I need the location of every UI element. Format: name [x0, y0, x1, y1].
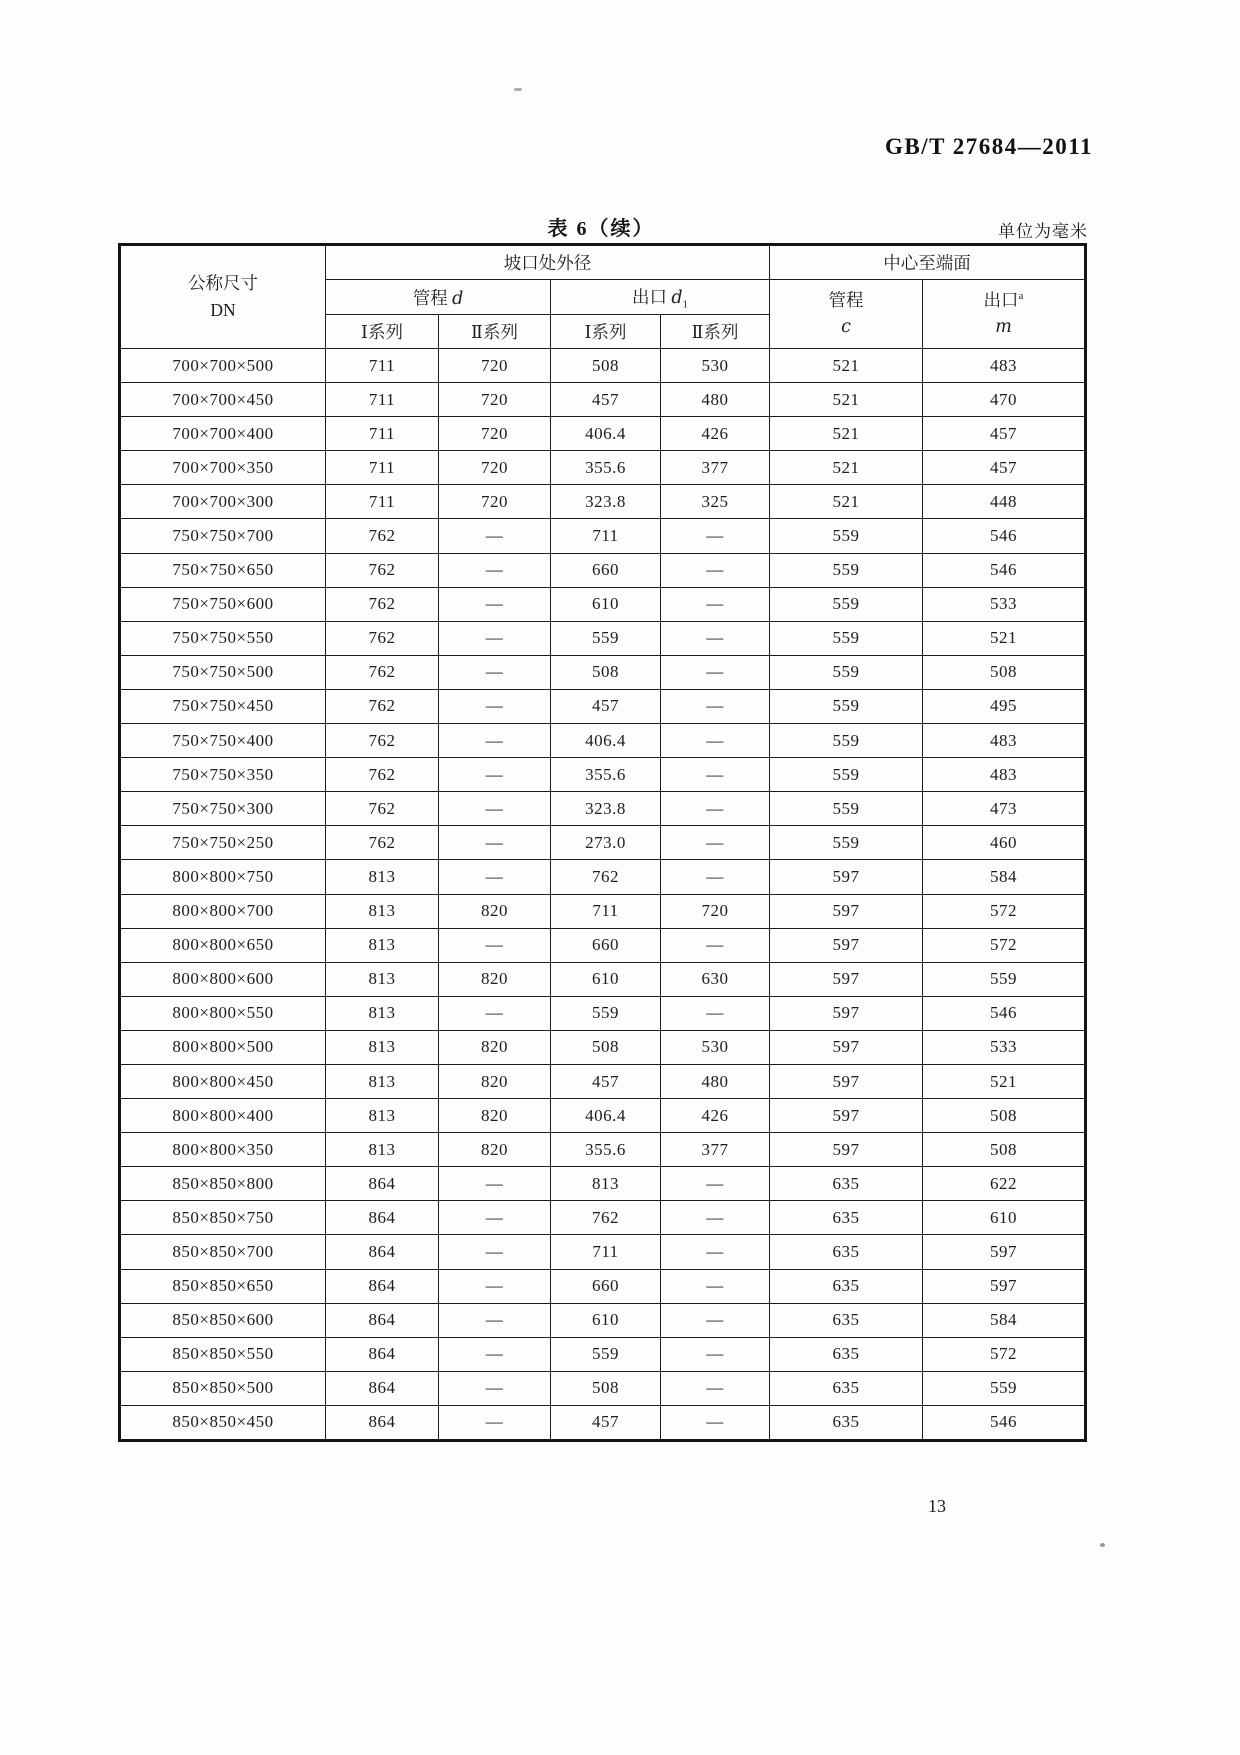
table-row: [120, 792, 1086, 826]
scan-artifact-dot: [514, 88, 522, 91]
tube-d-series1-cell: 711: [326, 349, 439, 383]
tube-d-series2-cell: —: [439, 792, 551, 826]
tube-d-series2-cell: —: [439, 928, 551, 962]
outlet-d1-series2-cell: —: [661, 1371, 770, 1405]
dn-cell: 700×700×350: [120, 451, 326, 485]
outlet-d1-series2-cell: —: [661, 621, 770, 655]
center-tube-c-cell: 597: [770, 894, 923, 928]
tube-d-series2-cell: —: [439, 621, 551, 655]
outlet-d1-series1-cell: 273.0: [551, 826, 661, 860]
outlet-d1-variable: d: [671, 287, 683, 308]
dn-cell: 850×850×650: [120, 1269, 326, 1303]
center-outlet-m-cell: 610: [923, 1201, 1086, 1235]
group-header-bevel-od: 坡口处外径: [326, 245, 770, 280]
tube-d-series1-cell: 813: [326, 894, 439, 928]
tube-d-series1-cell: 864: [326, 1371, 439, 1405]
tube-d-series1-cell: 864: [326, 1167, 439, 1201]
table-row: [120, 928, 1086, 962]
center-outlet-m-cell: 460: [923, 826, 1086, 860]
center-tube-variable: c: [841, 317, 851, 337]
dn-cell: 750×750×300: [120, 792, 326, 826]
outlet-d1-series1-cell: 660: [551, 1269, 661, 1303]
tube-d-series1-cell: 711: [326, 417, 439, 451]
outlet-d1-series1-cell: 813: [551, 1167, 661, 1201]
tube-d-series1-cell: 864: [326, 1235, 439, 1269]
outlet-d1-subscript: 1: [682, 298, 689, 311]
dn-cell: 850×850×750: [120, 1201, 326, 1235]
outlet-d1-series2-cell: —: [661, 689, 770, 723]
dn-cell: 750×750×400: [120, 724, 326, 758]
outlet-d1-series2-cell: 426: [661, 1099, 770, 1133]
tube-d-series2-cell: —: [439, 689, 551, 723]
center-outlet-m-cell: 533: [923, 1030, 1086, 1064]
center-tube-c-cell: 597: [770, 928, 923, 962]
table-row: [120, 1133, 1086, 1167]
center-tube-c-cell: 635: [770, 1201, 923, 1235]
table-row: [120, 894, 1086, 928]
outlet-d1-series2-cell: —: [661, 1201, 770, 1235]
outlet-d1-series2-cell: —: [661, 1303, 770, 1337]
outlet-d1-series2-cell: —: [661, 1167, 770, 1201]
tube-d-label: 管程: [412, 287, 448, 308]
center-tube-c-cell: 597: [770, 1030, 923, 1064]
center-tube-c-cell: 597: [770, 962, 923, 996]
outlet-d1-series2-cell: —: [661, 1337, 770, 1371]
table-row: [120, 553, 1086, 587]
tube-d-series2-cell: —: [439, 758, 551, 792]
outlet-d1-label: 出口: [631, 286, 667, 307]
center-tube-c-cell: 559: [770, 621, 923, 655]
center-outlet-m-cell: 546: [923, 1405, 1086, 1440]
center-outlet-footnote-mark: a: [1018, 290, 1024, 303]
outlet-d1-series1-cell: 355.6: [551, 758, 661, 792]
page-number: 13: [928, 1496, 946, 1516]
center-outlet-m-cell: 572: [923, 928, 1086, 962]
outlet-d1-series2-cell: 630: [661, 962, 770, 996]
tube-d-series1-cell: 762: [326, 519, 439, 553]
tube-d-series2-cell: —: [439, 519, 551, 553]
outlet-d1-series1-cell: 508: [551, 655, 661, 689]
center-tube-c-cell: 559: [770, 826, 923, 860]
outlet-d1-series2-cell: —: [661, 587, 770, 621]
tube-d-series1-cell: 864: [326, 1269, 439, 1303]
outlet-d1-series2-cell: 377: [661, 451, 770, 485]
center-outlet-m-cell: 457: [923, 451, 1086, 485]
col-header-center-outlet: [923, 280, 1086, 349]
tube-d-series2-cell: —: [439, 655, 551, 689]
tube-d-series1-cell: 762: [326, 587, 439, 621]
tube-d-series1-cell: 813: [326, 1030, 439, 1064]
center-tube-c-cell: 521: [770, 485, 923, 519]
center-tube-c-cell: 635: [770, 1235, 923, 1269]
tube-d-series1-cell: 762: [326, 689, 439, 723]
center-tube-c-cell: 635: [770, 1337, 923, 1371]
dn-cell: 750×750×650: [120, 553, 326, 587]
center-tube-c-cell: 521: [770, 417, 923, 451]
center-outlet-m-cell: 521: [923, 1064, 1086, 1098]
center-outlet-m-cell: 546: [923, 553, 1086, 587]
outlet-d1-series2-cell: —: [661, 724, 770, 758]
dn-sublabel: DN: [210, 300, 236, 320]
dn-cell: 750×750×350: [120, 758, 326, 792]
tube-d-series2-cell: —: [439, 587, 551, 621]
outlet-d1-series1-cell: 355.6: [551, 1133, 661, 1167]
outlet-d1-series1-cell: 660: [551, 553, 661, 587]
tube-d-series2-cell: —: [439, 1337, 551, 1371]
outlet-d1-series2-cell: —: [661, 928, 770, 962]
outlet-d1-series1-cell: 457: [551, 1405, 661, 1440]
dn-label: 公称尺寸: [188, 272, 258, 293]
dn-cell: 800×800×650: [120, 928, 326, 962]
outlet-d1-series1-cell: 660: [551, 928, 661, 962]
table-caption: 表 6（续）: [547, 218, 655, 240]
dn-cell: 700×700×500: [120, 349, 326, 383]
outlet-d1-series1-cell: 610: [551, 587, 661, 621]
center-outlet-m-cell: 533: [923, 587, 1086, 621]
outlet-d1-series1-cell: 610: [551, 962, 661, 996]
dn-cell: 850×850×500: [120, 1371, 326, 1405]
table-row: [120, 1371, 1086, 1405]
dn-cell: 700×700×400: [120, 417, 326, 451]
tube-d-series2-cell: —: [439, 1201, 551, 1235]
center-outlet-m-cell: 448: [923, 485, 1086, 519]
center-tube-c-cell: 635: [770, 1371, 923, 1405]
tube-d-series2-cell: —: [439, 1405, 551, 1440]
outlet-d1-series2-cell: 480: [661, 1064, 770, 1098]
tube-d-series2-cell: 820: [439, 894, 551, 928]
tube-d-series2-cell: 820: [439, 962, 551, 996]
table-row: [120, 655, 1086, 689]
outlet-d1-series1-cell: 508: [551, 1030, 661, 1064]
table-row: [120, 962, 1086, 996]
center-outlet-m-cell: 572: [923, 894, 1086, 928]
outlet-d1-series2-cell: 530: [661, 349, 770, 383]
tube-d-series2-cell: 720: [439, 451, 551, 485]
outlet-d1-series1-cell: 457: [551, 383, 661, 417]
center-outlet-m-cell: 572: [923, 1337, 1086, 1371]
tube-d-series2-cell: 820: [439, 1099, 551, 1133]
tube-d-series2-cell: 720: [439, 417, 551, 451]
outlet-d1-series2-cell: —: [661, 792, 770, 826]
outlet-d1-series2-cell: —: [661, 758, 770, 792]
tube-d-series2-cell: 720: [439, 485, 551, 519]
table-row: [120, 758, 1086, 792]
tube-d-series2-cell: —: [439, 724, 551, 758]
center-outlet-variable: m: [995, 317, 1012, 337]
outlet-d1-series2-cell: —: [661, 553, 770, 587]
outlet-d1-series1-cell: 559: [551, 1337, 661, 1371]
center-tube-c-cell: 521: [770, 383, 923, 417]
tube-d-series2-cell: 720: [439, 383, 551, 417]
outlet-d1-series2-cell: 377: [661, 1133, 770, 1167]
center-outlet-m-cell: 559: [923, 962, 1086, 996]
table-row: [120, 383, 1086, 417]
tube-d-series1-cell: 762: [326, 621, 439, 655]
tube-d-series2-cell: —: [439, 826, 551, 860]
dn-cell: 850×850×450: [120, 1405, 326, 1440]
center-outlet-m-cell: 483: [923, 758, 1086, 792]
center-tube-c-cell: 559: [770, 553, 923, 587]
outlet-d1-series1-cell: 406.4: [551, 1099, 661, 1133]
dn-cell: 850×850×800: [120, 1167, 326, 1201]
tube-d-series1-cell: 864: [326, 1405, 439, 1440]
dn-cell: 700×700×300: [120, 485, 326, 519]
center-tube-c-cell: 559: [770, 689, 923, 723]
tube-d-series1-cell: 813: [326, 1064, 439, 1098]
outlet-d1-series2-cell: 426: [661, 417, 770, 451]
outlet-d1-series1-cell: 323.8: [551, 792, 661, 826]
table-row: [120, 1064, 1086, 1098]
tube-d-series1-cell: 762: [326, 724, 439, 758]
tube-d-series1-cell: 813: [326, 996, 439, 1030]
col-header-tube-d: [326, 280, 551, 315]
center-outlet-m-cell: 521: [923, 621, 1086, 655]
center-outlet-label: 出口: [983, 289, 1019, 310]
center-outlet-m-cell: 495: [923, 689, 1086, 723]
outlet-d1-series1-cell: 508: [551, 1371, 661, 1405]
outlet-d1-series1-cell: 457: [551, 1064, 661, 1098]
dn-cell: 800×800×700: [120, 894, 326, 928]
table-row: [120, 1303, 1086, 1337]
tube-d-series1-cell: 813: [326, 1099, 439, 1133]
outlet-d1-series1-cell: 762: [551, 860, 661, 894]
dn-cell: 800×800×350: [120, 1133, 326, 1167]
tube-d-variable: d: [452, 288, 464, 309]
center-tube-c-cell: 559: [770, 792, 923, 826]
center-outlet-m-cell: 457: [923, 417, 1086, 451]
table-row: [120, 724, 1086, 758]
outlet-d1-series1-cell: 559: [551, 621, 661, 655]
table-row: [120, 1167, 1086, 1201]
table-row: [120, 1405, 1086, 1440]
dn-cell: 850×850×700: [120, 1235, 326, 1269]
outlet-d1-series1-cell: 323.8: [551, 485, 661, 519]
center-tube-c-cell: 521: [770, 349, 923, 383]
outlet-d1-series2-cell: —: [661, 655, 770, 689]
outlet-d1-series2-cell: 325: [661, 485, 770, 519]
tube-d-series2-cell: 720: [439, 349, 551, 383]
outlet-d1-series1-cell: 711: [551, 519, 661, 553]
center-tube-c-cell: 635: [770, 1303, 923, 1337]
center-outlet-m-cell: 584: [923, 860, 1086, 894]
tube-d-series2-cell: —: [439, 1303, 551, 1337]
table-row: [120, 996, 1086, 1030]
tube-d-series2-cell: —: [439, 553, 551, 587]
scan-artifact-dot: [1100, 1543, 1105, 1547]
center-outlet-m-cell: 546: [923, 519, 1086, 553]
dn-cell: 800×800×750: [120, 860, 326, 894]
table-row: [120, 1099, 1086, 1133]
table-row: [120, 587, 1086, 621]
tube-d-series1-cell: 762: [326, 553, 439, 587]
tube-d-series1-cell: 813: [326, 1133, 439, 1167]
center-tube-c-cell: 597: [770, 1064, 923, 1098]
table-row: [120, 1030, 1086, 1064]
outlet-d1-series2-cell: —: [661, 519, 770, 553]
outlet-d1-series2-cell: —: [661, 826, 770, 860]
center-outlet-m-cell: 470: [923, 383, 1086, 417]
dn-cell: 800×800×500: [120, 1030, 326, 1064]
outlet-d1-series2-cell: —: [661, 860, 770, 894]
dn-cell: 750×750×500: [120, 655, 326, 689]
outlet-d1-series2-cell: 480: [661, 383, 770, 417]
dn-cell: 850×850×600: [120, 1303, 326, 1337]
outlet-d1-series1-cell: 711: [551, 894, 661, 928]
tube-d-series2-cell: 820: [439, 1133, 551, 1167]
tube-d-series1-cell: 864: [326, 1201, 439, 1235]
outlet-d1-series1-cell: 711: [551, 1235, 661, 1269]
tube-d-series2-cell: —: [439, 1269, 551, 1303]
tube-d-series2-cell: —: [439, 1371, 551, 1405]
col-header-d-series2: Ⅱ系列: [439, 315, 551, 349]
tube-d-series1-cell: 864: [326, 1337, 439, 1371]
table-row: [120, 349, 1086, 383]
center-outlet-m-cell: 546: [923, 996, 1086, 1030]
center-tube-c-cell: 597: [770, 1133, 923, 1167]
outlet-d1-series2-cell: —: [661, 1269, 770, 1303]
group-header-center-to-end: 中心至端面: [770, 245, 1086, 280]
center-outlet-m-cell: 473: [923, 792, 1086, 826]
table-row: [120, 451, 1086, 485]
col-header-d1-series1: Ⅰ系列: [551, 315, 661, 349]
outlet-d1-series1-cell: 508: [551, 349, 661, 383]
table-row: [120, 519, 1086, 553]
dimension-table: [118, 243, 1087, 1442]
outlet-d1-series1-cell: 762: [551, 1201, 661, 1235]
dn-cell: 850×850×550: [120, 1337, 326, 1371]
tube-d-series2-cell: 820: [439, 1064, 551, 1098]
center-tube-c-cell: 559: [770, 587, 923, 621]
table-row: [120, 860, 1086, 894]
outlet-d1-series2-cell: 720: [661, 894, 770, 928]
tube-d-series2-cell: —: [439, 996, 551, 1030]
dn-cell: 800×800×400: [120, 1099, 326, 1133]
col-header-d-series1: Ⅰ系列: [326, 315, 439, 349]
table-row: [120, 689, 1086, 723]
center-tube-label: 管程: [828, 289, 864, 310]
tube-d-series1-cell: 813: [326, 962, 439, 996]
table-row: [120, 1337, 1086, 1371]
outlet-d1-series2-cell: 530: [661, 1030, 770, 1064]
center-tube-c-cell: 635: [770, 1269, 923, 1303]
dn-cell: 750×750×450: [120, 689, 326, 723]
center-outlet-m-cell: 483: [923, 349, 1086, 383]
center-tube-c-cell: 597: [770, 860, 923, 894]
center-outlet-m-cell: 508: [923, 1133, 1086, 1167]
tube-d-series2-cell: —: [439, 1167, 551, 1201]
outlet-d1-series1-cell: 457: [551, 689, 661, 723]
tube-d-series1-cell: 762: [326, 792, 439, 826]
center-tube-c-cell: 635: [770, 1167, 923, 1201]
outlet-d1-series1-cell: 406.4: [551, 724, 661, 758]
table-row: [120, 485, 1086, 519]
tube-d-series1-cell: 762: [326, 826, 439, 860]
tube-d-series1-cell: 711: [326, 485, 439, 519]
unit-note: 单位为毫米: [998, 222, 1088, 241]
dn-cell: 750×750×600: [120, 587, 326, 621]
center-outlet-m-cell: 559: [923, 1371, 1086, 1405]
center-tube-c-cell: 559: [770, 724, 923, 758]
tube-d-series1-cell: 711: [326, 383, 439, 417]
dn-cell: 700×700×450: [120, 383, 326, 417]
outlet-d1-series2-cell: —: [661, 996, 770, 1030]
tube-d-series1-cell: 762: [326, 758, 439, 792]
table-row: [120, 1269, 1086, 1303]
center-tube-c-cell: 597: [770, 996, 923, 1030]
outlet-d1-series1-cell: 610: [551, 1303, 661, 1337]
center-tube-c-cell: 597: [770, 1099, 923, 1133]
tube-d-series1-cell: 762: [326, 655, 439, 689]
standard-number: GB/T 27684—2011: [884, 134, 1093, 159]
center-tube-c-cell: 635: [770, 1405, 923, 1440]
outlet-d1-series1-cell: 559: [551, 996, 661, 1030]
table-header: [120, 245, 1086, 349]
dn-cell: 750×750×250: [120, 826, 326, 860]
center-outlet-m-cell: 597: [923, 1235, 1086, 1269]
center-outlet-m-cell: 508: [923, 1099, 1086, 1133]
col-header-dn: [120, 245, 326, 349]
outlet-d1-series2-cell: —: [661, 1235, 770, 1269]
col-header-d1-series2: Ⅱ系列: [661, 315, 770, 349]
dn-cell: 750×750×700: [120, 519, 326, 553]
table-row: [120, 1235, 1086, 1269]
outlet-d1-series1-cell: 406.4: [551, 417, 661, 451]
dn-cell: 800×800×600: [120, 962, 326, 996]
center-outlet-m-cell: 597: [923, 1269, 1086, 1303]
center-tube-c-cell: 521: [770, 451, 923, 485]
center-outlet-m-cell: 622: [923, 1167, 1086, 1201]
table-body: [120, 349, 1086, 1441]
tube-d-series1-cell: 813: [326, 928, 439, 962]
dn-cell: 800×800×450: [120, 1064, 326, 1098]
dn-cell: 750×750×550: [120, 621, 326, 655]
table-row: [120, 417, 1086, 451]
center-outlet-m-cell: 508: [923, 655, 1086, 689]
tube-d-series1-cell: 813: [326, 860, 439, 894]
table-row: [120, 1201, 1086, 1235]
table-row: [120, 826, 1086, 860]
tube-d-series1-cell: 864: [326, 1303, 439, 1337]
tube-d-series2-cell: —: [439, 860, 551, 894]
center-tube-c-cell: 559: [770, 519, 923, 553]
dn-cell: 800×800×550: [120, 996, 326, 1030]
center-tube-c-cell: 559: [770, 655, 923, 689]
tube-d-series2-cell: —: [439, 1235, 551, 1269]
outlet-d1-series1-cell: 355.6: [551, 451, 661, 485]
col-header-outlet-d1: [551, 280, 770, 315]
tube-d-series2-cell: 820: [439, 1030, 551, 1064]
table-row: [120, 621, 1086, 655]
col-header-center-tube: [770, 280, 923, 349]
center-outlet-m-cell: 483: [923, 724, 1086, 758]
center-outlet-m-cell: 584: [923, 1303, 1086, 1337]
outlet-d1-series2-cell: —: [661, 1405, 770, 1440]
center-tube-c-cell: 559: [770, 758, 923, 792]
tube-d-series1-cell: 711: [326, 451, 439, 485]
